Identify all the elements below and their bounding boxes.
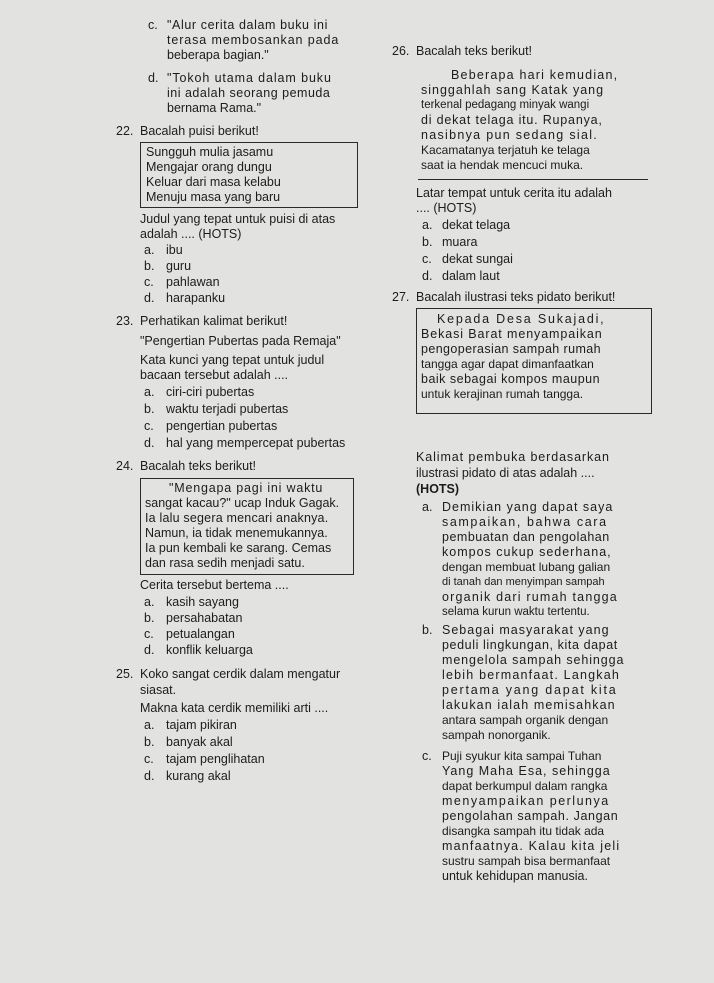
q24-passage-line: "Mengapa pagi ini waktu [169, 481, 324, 495]
q25-option-d-letter: d. [144, 769, 155, 783]
q27-option-b-line: antara sampah organik dengan [442, 713, 609, 727]
q27-option-b-line: pertama yang dapat kita [442, 683, 618, 697]
q26-passage-line: singgahlah sang Katak yang [421, 83, 605, 97]
q25-option-d-text: kurang akal [166, 769, 231, 783]
q21-option-c-line3: beberapa bagian." [167, 48, 269, 62]
q21-option-c-line1: "Alur cerita dalam buku ini [167, 18, 328, 32]
q27-option-b-line: Sebagai masyarakat yang [442, 623, 610, 637]
q26-question-line2: .... (HOTS) [416, 201, 477, 215]
q23-option-c-text: pengertian pubertas [166, 419, 278, 433]
q21-option-c-letter: c. [148, 18, 158, 32]
q22-poem-box [140, 142, 358, 208]
q27-option-b-line: sampah nonorganik. [442, 728, 551, 742]
q27-passage-box [416, 308, 652, 414]
q22-option-d-letter: d. [144, 291, 155, 305]
q25-option-c-letter: c. [144, 752, 154, 766]
q26-option-d-text: dalam laut [442, 269, 500, 283]
q27-option-c-line: disangka sampah itu tidak ada [442, 824, 605, 838]
q26-option-b-letter: b. [422, 235, 433, 249]
q26-option-c-letter: c. [422, 252, 432, 266]
q22-option-c-text: pahlawan [166, 275, 220, 289]
q27-passage-line: Bekasi Barat menyampaikan [421, 327, 603, 341]
q27-option-c-line: menyampaikan perlunya [442, 794, 610, 808]
q27-option-a-line: selama kurun waktu tertentu. [442, 606, 590, 618]
q26-passage-line: Kacamatanya terjatuh ke telaga [421, 143, 590, 157]
q26-passage-line: Beberapa hari kemudian, [451, 68, 619, 82]
q23-option-c-letter: c. [144, 419, 154, 433]
q27-passage-line: pengoperasian sampah rumah [421, 342, 601, 356]
q27-option-a-line: sampaikan, bahwa cara [442, 515, 608, 529]
q26-stem: Bacalah teks berikut! [416, 44, 533, 58]
q24-option-c-letter: c. [144, 627, 154, 641]
q25-question: Makna kata cerdik memiliki arti .... [140, 701, 329, 715]
q24-number: 24. [116, 459, 134, 473]
q27-option-a-line: Demikian yang dapat saya [442, 500, 614, 514]
q26-passage-underline [418, 179, 648, 180]
q27-option-a-letter: a. [422, 500, 433, 514]
q22-poem-line: Sungguh mulia jasamu [146, 145, 274, 159]
q22-option-b-text: guru [166, 259, 192, 273]
q23-option-d-text: hal yang mempercepat pubertas [166, 436, 346, 450]
q27-passage-line: untuk kerajinan rumah tangga. [421, 387, 584, 401]
q21-option-d-line1: "Tokoh utama dalam buku [167, 71, 332, 85]
q27-option-c-line: untuk kehidupan manusia. [442, 869, 588, 883]
q26-number: 26. [392, 44, 410, 58]
q24-passage-line: dan rasa sedih menjadi satu. [145, 556, 305, 570]
q27-option-c-line: Yang Maha Esa, sehingga [442, 764, 611, 778]
q27-option-b-line: lebih bermanfaat. Langkah [442, 668, 621, 682]
q24-passage-line: Namun, ia tidak menemukannya. [145, 526, 328, 540]
q21-option-d-line2: ini adalah seorang pemuda [167, 86, 331, 100]
q25-stem-line1: Koko sangat cerdik dalam mengatur [140, 667, 341, 681]
q27-option-c-line: dapat berkumpul dalam rangka [442, 779, 608, 793]
q24-stem: Bacalah teks berikut! [140, 459, 257, 473]
q26-option-b-text: muara [442, 235, 478, 249]
q25-number: 25. [116, 667, 134, 681]
q23-quote: "Pengertian Pubertas pada Remaja" [140, 334, 341, 348]
q23-question-line1: Kata kunci yang tepat untuk judul [140, 353, 325, 367]
q27-question-line2: ilustrasi pidato di atas adalah .... [416, 466, 595, 480]
q22-option-d-text: harapanku [166, 291, 226, 305]
q26-passage-line: terkenal pedagang minyak wangi [421, 99, 590, 111]
q27-passage-line: tangga agar dapat dimanfaatkan [421, 357, 594, 371]
q27-option-a-line: kompos cukup sederhana, [442, 545, 612, 559]
q23-option-a-text: ciri-ciri pubertas [166, 385, 255, 399]
q25-option-a-text: tajam pikiran [166, 718, 237, 732]
q26-passage-line: nasibnya pun sedang sial. [421, 128, 599, 142]
q22-poem-line: Mengajar orang dungu [146, 160, 272, 174]
q23-option-a-letter: a. [144, 385, 155, 399]
q25-option-c-text: tajam penglihatan [166, 752, 265, 766]
q24-option-a-text: kasih sayang [166, 595, 239, 609]
q27-option-a-line: dengan membuat lubang galian [442, 560, 611, 574]
q22-poem-line: Menuju masa yang baru [146, 190, 281, 204]
q23-option-b-letter: b. [144, 402, 155, 416]
q27-option-c-letter: c. [422, 749, 432, 763]
q27-option-c-line: manfaatnya. Kalau kita jeli [442, 839, 621, 853]
q27-option-a-line: organik dari rumah tangga [442, 590, 618, 604]
q27-passage-line: Kepada Desa Sukajadi, [437, 312, 606, 326]
q22-number: 22. [116, 124, 134, 138]
q22-question-line1: Judul yang tepat untuk puisi di atas [140, 212, 336, 226]
q22-option-c-letter: c. [144, 275, 154, 289]
q23-number: 23. [116, 314, 134, 328]
q24-passage-line: Ia lalu segera mencari anaknya. [145, 511, 329, 525]
q23-stem: Perhatikan kalimat berikut! [140, 314, 288, 328]
q21-option-d-line3: bernama Rama." [167, 101, 262, 115]
q27-option-b-letter: b. [422, 623, 433, 637]
q27-option-c-line: pengolahan sampah. Jangan [442, 809, 619, 823]
q24-option-d-text: konflik keluarga [166, 643, 253, 657]
q21-option-d-letter: d. [148, 71, 159, 85]
q27-option-c-line: sustru sampah bisa bermanfaat [442, 854, 611, 868]
q24-question: Cerita tersebut bertema .... [140, 578, 289, 592]
q23-option-b-text: waktu terjadi pubertas [166, 402, 289, 416]
q27-option-a-line: di tanah dan menyimpan sampah [442, 576, 605, 588]
q24-option-a-letter: a. [144, 595, 155, 609]
q24-option-b-text: persahabatan [166, 611, 243, 625]
q27-option-c-line: Puji syukur kita sampai Tuhan [442, 749, 602, 763]
q26-option-a-letter: a. [422, 218, 433, 232]
q26-option-a-text: dekat telaga [442, 218, 511, 232]
q26-passage-line: saat ia hendak mencuci muka. [421, 158, 584, 172]
q25-stem-line2: siasat. [140, 683, 177, 697]
q27-stem: Bacalah ilustrasi teks pidato berikut! [416, 290, 616, 304]
q24-option-d-letter: d. [144, 643, 155, 657]
q26-option-c-text: dekat sungai [442, 252, 513, 266]
q27-passage-line: baik sebagai kompos maupun [421, 372, 601, 386]
q23-option-d-letter: d. [144, 436, 155, 450]
q23-question-line2: bacaan tersebut adalah .... [140, 368, 289, 382]
q27-question-line3: (HOTS) [416, 482, 460, 496]
q24-passage-box [140, 478, 354, 575]
q27-option-b-line: mengelola sampah sehingga [442, 653, 625, 667]
q22-poem-line: Keluar dari masa kelabu [146, 175, 281, 189]
q24-option-b-letter: b. [144, 611, 155, 625]
q24-passage-line: Ia pun kembali ke sarang. Cemas [145, 541, 332, 555]
q22-option-a-letter: a. [144, 243, 155, 257]
q25-option-a-letter: a. [144, 718, 155, 732]
q26-passage-line: di dekat telaga itu. Rupanya, [421, 113, 603, 127]
q22-question-line2: adalah .... (HOTS) [140, 227, 242, 241]
q22-stem: Bacalah puisi berikut! [140, 124, 259, 138]
q26-option-d-letter: d. [422, 269, 433, 283]
q27-question-line1: Kalimat pembuka berdasarkan [416, 450, 610, 464]
q22-option-b-letter: b. [144, 259, 155, 273]
q26-question-line1: Latar tempat untuk cerita itu adalah [416, 186, 612, 200]
q27-option-b-line: peduli lingkungan, kita dapat [442, 638, 618, 652]
q25-option-b-text: banyak akal [166, 735, 233, 749]
q22-option-a-text: ibu [166, 243, 183, 257]
q24-passage-line: sangat kacau?" ucap Induk Gagak. [145, 496, 340, 510]
q27-option-b-line: lakukan ialah memisahkan [442, 698, 616, 712]
q27-option-a-line: pembuatan dan pengolahan [442, 530, 610, 544]
q26-passage-box [418, 66, 640, 182]
q24-option-c-text: petualangan [166, 627, 235, 641]
q21-option-c-line2: terasa membosankan pada [167, 33, 340, 47]
q27-number: 27. [392, 290, 410, 304]
q25-option-b-letter: b. [144, 735, 155, 749]
